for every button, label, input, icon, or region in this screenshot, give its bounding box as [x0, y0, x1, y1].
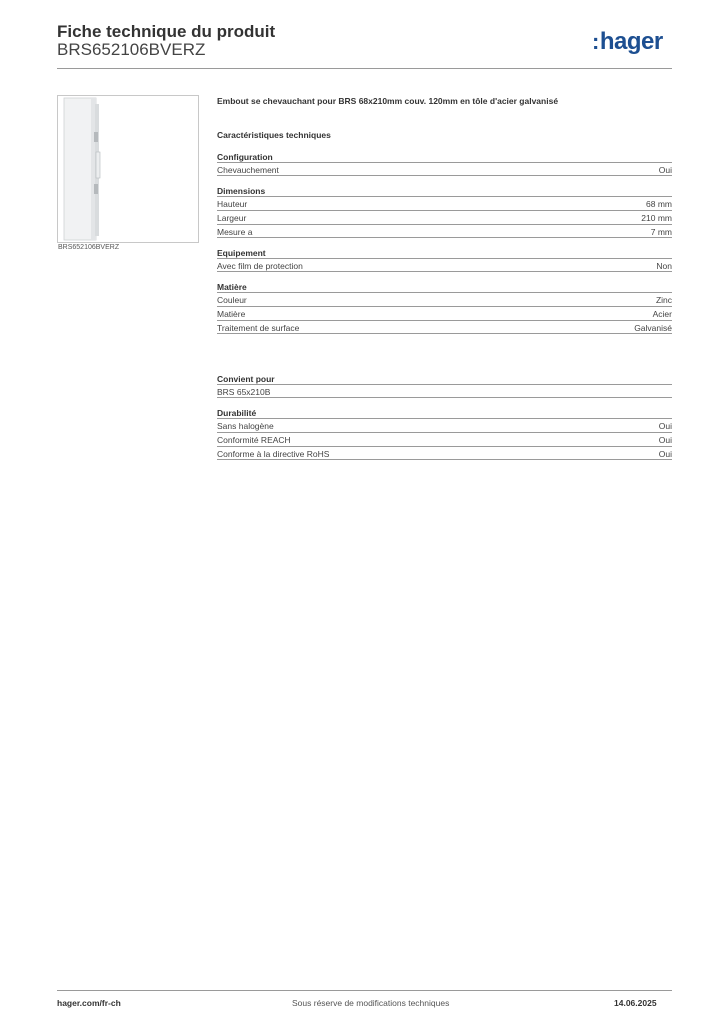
product-image [58, 96, 198, 242]
spec-label: Matière [217, 309, 246, 319]
spec-label: Largeur [217, 213, 247, 223]
tech-heading: Caractéristiques techniques [217, 130, 331, 140]
spec-value: Zinc [655, 295, 672, 305]
spec-row [217, 306, 672, 320]
section-spacer [217, 344, 672, 374]
spec-content [217, 96, 672, 470]
spec-label: BRS 65x210B [217, 387, 271, 397]
spec-label: Hauteur [217, 199, 248, 209]
spec-value: Galvanisé [634, 323, 672, 333]
spec-value: Oui [658, 435, 672, 445]
spec-row [217, 446, 672, 460]
spec-value: Oui [658, 421, 672, 431]
footer-disclaimer: Sous réserve de modifications techniques [292, 998, 450, 1008]
logo-text: hager [599, 28, 663, 55]
footer-website-link[interactable]: hager.com/fr-ch [57, 998, 121, 1008]
spec-row [217, 418, 672, 432]
section-equipement [217, 248, 672, 272]
section-configuration [217, 152, 672, 176]
section-durabilite [217, 408, 672, 460]
spec-row [217, 162, 672, 176]
section-title: Convient pour [217, 374, 275, 384]
hager-logo [592, 28, 663, 56]
section-matiere [217, 282, 672, 334]
section-dimensions [217, 186, 672, 238]
spec-value: 210 mm [641, 213, 672, 223]
spec-value: Oui [658, 449, 672, 459]
section-convient-pour [217, 374, 672, 398]
spec-row [217, 320, 672, 334]
section-title: Configuration [217, 152, 273, 162]
page-title: Fiche technique du produit [57, 22, 276, 41]
spec-value: Acier [652, 309, 672, 319]
spec-value: 68 mm [646, 199, 672, 209]
section-title: Matière [217, 282, 247, 292]
spec-label: Couleur [217, 295, 247, 305]
product-image-frame [57, 95, 199, 243]
spec-row [217, 384, 672, 398]
spec-label: Conformité REACH [217, 435, 291, 445]
spec-row [217, 224, 672, 238]
spec-label: Chevauchement [217, 165, 279, 175]
spec-row [217, 196, 672, 210]
spec-label: Traitement de surface [217, 323, 300, 333]
product-caption: BRS652106BVERZ [58, 244, 120, 251]
spec-value: Non [656, 261, 672, 271]
spec-label: Mesure a [217, 227, 253, 237]
spec-row [217, 210, 672, 224]
spec-label: Sans halogène [217, 421, 274, 431]
product-reference: BRS652106BVERZ [57, 40, 206, 59]
logo-colon-mark: : [592, 29, 599, 54]
section-title: Dimensions [217, 186, 266, 196]
product-description: Embout se chevauchant pour BRS 68x210mm couv. 120mm en tôle d'acier galvanisé [217, 96, 559, 106]
spec-label: Conforme à la directive RoHS [217, 449, 330, 459]
spec-value: Oui [658, 165, 672, 175]
spec-label: Avec film de protection [217, 261, 303, 271]
section-title: Durabilité [217, 408, 257, 418]
spec-value: 7 mm [650, 227, 672, 237]
spec-row [217, 432, 672, 446]
footer-divider [57, 990, 672, 991]
header-divider [57, 68, 672, 69]
section-title: Equipement [217, 248, 266, 258]
spec-row [217, 292, 672, 306]
footer-date: 14.06.2025 [614, 998, 657, 1008]
spec-row [217, 258, 672, 272]
